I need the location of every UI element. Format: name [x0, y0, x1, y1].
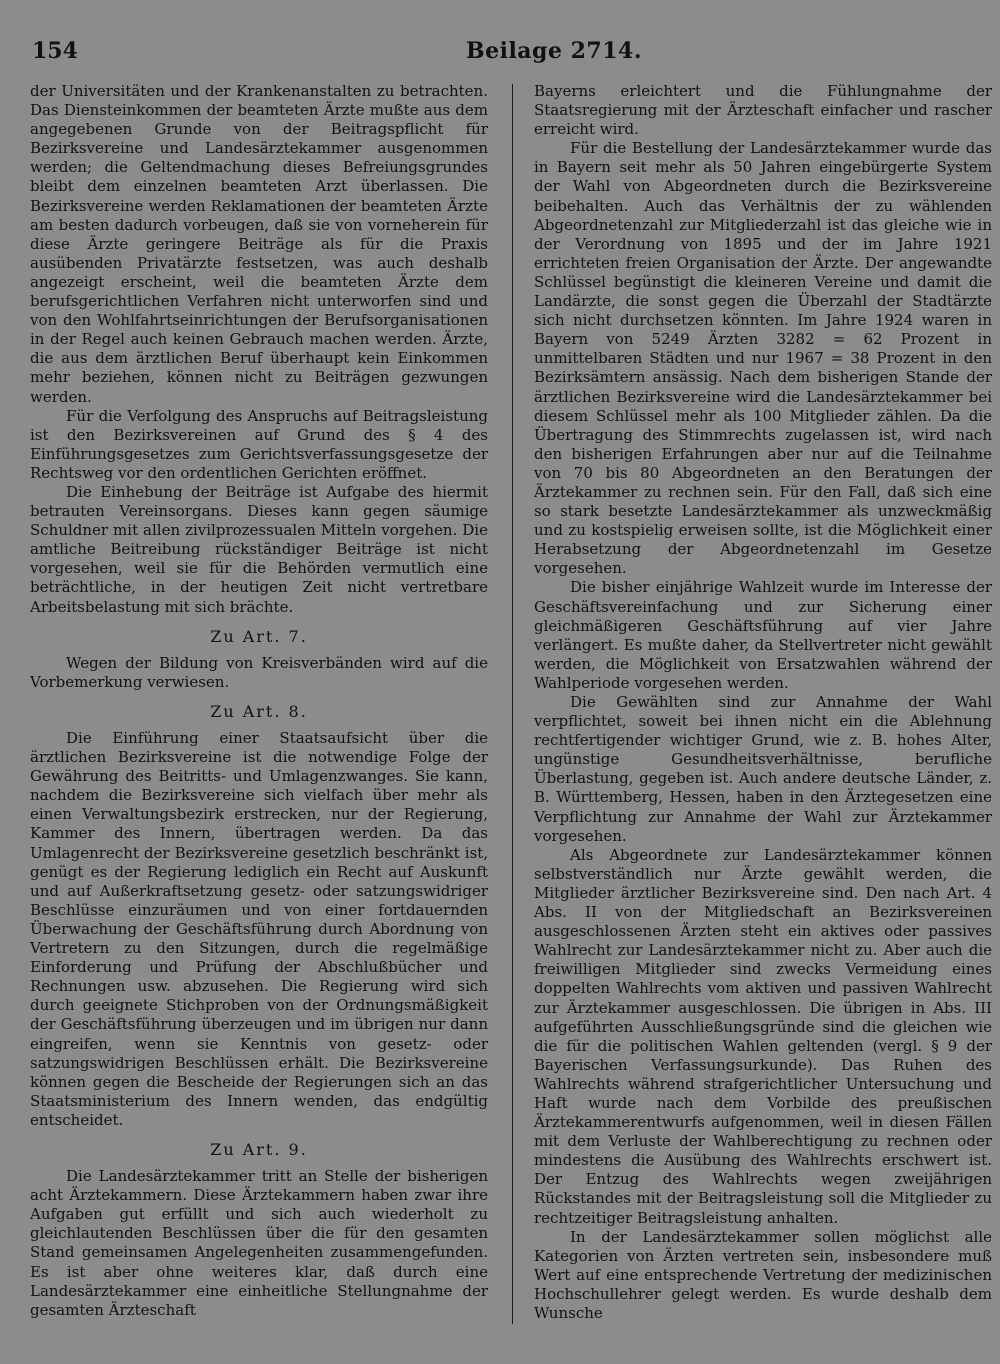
section-heading-art-7: Zu Art. 7. [210, 626, 308, 646]
page-header [30, 38, 988, 82]
left-column [30, 82, 488, 1320]
paragraph: Wegen der Bildung von Kreisverbänden wird auf die Vorbemerkung verwiesen. [30, 653, 488, 691]
running-head: Beilage 2714. [466, 38, 642, 64]
section-heading-art-8: Zu Art. 8. [210, 701, 308, 721]
paragraph: Für die Bestellung der Landesärztekammer wurde das in Bayern seit mehr als 50 Jahren eingebürgerte System der Wahl von Abgeordneten durch die Bezirksvereine beibehalten. Auch das Verhältnis der zu wählenden Abgeordnetenzahl zur Mitgliederzahl ist das gleiche wie in der Verordnung von 1895 und der im Jahre 1921 errichteten freien Organisation der Ärzte. Der angewandte Schlüssel begünstigt die kleineren Vereine und damit die Landärzte, die sonst gegen die Überzahl der Stadtärzte sich nicht durchsetzen könnten. Im Jahre 1924 waren in Bayern von 5249 Ärzten 3282 = 62 Prozent in unmittelbaren Städten und nur 1967 = 38 Prozent in den Bezirksämtern ansässig. Nach dem bisherigen Stande der ärztlichen Bezirksvereine wird die Landesärztekammer bei diesem Schlüssel mehr als 100 Mitglieder zählen. Da die Übertragung des Stimmrechts zugelassen ist, wird nach den bisherigen Erfahrungen aber nur auf die Teilnahme von 70 bis 80 Abgeordneten an den Beratungen der Ärztekammer zu rechnen sein. Für den Fall, daß sich eine so stark besetzte Landesärztekammer als unzweckmäßig und zu kostspielig erweisen sollte, ist die Möglichkeit einer Herabsetzung der Abgeordnetenzahl im Gesetze vorgesehen. [534, 139, 992, 578]
paragraph: Die Einführung einer Staatsaufsicht über die ärztlichen Bezirksvereine ist die notwendige Folge der Gewährung des Beitritts- und Umlagenzwanges. Sie kann, nachdem die Bezirksvereine sich vielfach über mehr als einen Verwaltungsbezirk erstrecken, nur der Regierung, Kammer des Innern, übertragen werden. Da das Umlagenrecht der Bezirksvereine gesetzlich beschränkt ist, genügt es der Regierung lediglich ein Recht auf Auskunft und auf Außerkraftsetzung gesetz- oder satzungswidriger Beschlüsse einzuräumen und von einer fortdauernden Überwachung der Geschäftsführung durch Abordnung von Vertretern zu den Sitzungen, durch die regelmäßige Einforderung und Prüfung der Abschlußbücher und Rechnungen usw. abzusehen. Die Regierung wird sich durch geeignete Stichproben von der Ordnungsmäßigkeit der Geschäftsführung überzeugen und im übrigen nur dann eingreifen, wenn sie Kenntnis von gesetz- oder satzungswidrigen Beschlüssen erhält. Die Bezirksvereine können gegen die Bescheide der Regierungen sich an das Staatsministerium des Innern wenden, das endgültig entscheidet. [30, 729, 488, 1129]
column-divider [512, 84, 513, 1324]
paragraph: Die Landesärztekammer tritt an Stelle der bisherigen acht Ärztekammern. Diese Ärztekammern haben zwar ihre Aufgaben gut erfüllt und sich auch wiederholt zu gleichlautenden Beschlüssen über die für den gesamten Stand gemeinsamen Angelegenheiten zusammengefunden. Es ist aber ohne weiteres klar, daß durch eine Landesärztekammer eine einheitliche Stellungnahme der gesamten Ärzteschaft [30, 1167, 488, 1319]
paragraph: In der Landesärztekammer sollen möglichst alle Kategorien von Ärzten vertreten sein, insbesondere muß Wert auf eine entsprechende Vertretung der medizinischen Hochschullehrer gelegt werden. Es wurde deshalb dem Wunsche [534, 1227, 992, 1322]
section-heading-art-9: Zu Art. 9. [210, 1139, 308, 1159]
paragraph: Als Abgeordnete zur Landesärztekammer können selbstverständlich nur Ärzte gewählt werden, die Mitglieder ärztlicher Bezirksvereine sind. Den nach Art. 4 Abs. II von der Mitgliedschaft an Bezirksvereinen ausgeschlossenen Ärzten steht ein aktives oder passives Wahlrecht zur Landesärztekammer nicht zu. Aber auch die freiwilligen Mitglieder sind zwecks Vermeidung eines doppelten Wahlrechts vom aktiven und passiven Wahlrecht zur Ärztekammer ausgeschlossen. Die übrigen in Abs. III aufgeführten Ausschließungsgründe sind die gleichen wie die für die politischen Wahlen geltenden (vergl. § 9 der Bayerischen Verfassungsurkunde). Das Ruhen des Wahlrechts während strafgerichtlicher Untersuchung und Haft wurde nach dem Vorbilde des preußischen Ärztekammerentwurfs aufgenommen, weil in diesen Fällen mit dem Verluste der Wahlberechtigung zu rechnen oder mindestens die Ausübung des Wahlrechts erschwert ist. Der Entzug des Wahlrechts wegen zweijährigen Rückstandes mit der Beitragsleistung soll die Mitglieder zu rechtzeitiger Beitragsleistung anhalten. [534, 845, 992, 1227]
paragraph: der Universitäten und der Krankenanstalten zu betrachten. Das Diensteinkommen der beamteten Ärzte mußte aus dem angegebenen Grunde von der Beitragspflicht für Bezirksvereine und Landesärztekammer ausgenommen werden; die Geltendmachung dieses Befreiungsgrundes bleibt dem einzelnen beamteten Arzt überlassen. Die Bezirksvereine werden Reklamationen der beamteten Ärzte am besten dadurch vorbeugen, daß sie von vorneherein für diese Ärzte geringere Beiträge als für die Praxis ausübenden Privatärzte festsetzen, was auch deshalb angezeigt erscheint, weil die beamteten Ärzte dem berufsgerichtlichen Verfahren nicht unterworfen sind und von den Wohlfahrtseinrichtungen der Berufsorganisationen in der Regel auch keinen Gebrauch machen werden. Ärzte, die aus dem ärztlichen Beruf überhaupt kein Einkommen mehr beziehen, können nicht zu Beiträgen gezwungen werden. [30, 82, 488, 406]
paragraph: Bayerns erleichtert und die Fühlungnahme der Staatsregierung mit der Ärzteschaft einfacher und rascher erreicht wird. [534, 82, 992, 139]
text-columns [30, 82, 992, 1364]
right-column [534, 82, 992, 1323]
paragraph: Die Gewählten sind zur Annahme der Wahl verpflichtet, soweit bei ihnen nicht ein die Ablehnung rechtfertigender wichtiger Grund, wie z. B. hohes Alter, ungünstige Gesundheitsverhältnisse, berufliche Überlastung, gegeben ist. Auch andere deutsche Länder, z. B. Württemberg, Hessen, haben in den Ärztegesetzen eine Verpflichtung zur Annahme der Wahl zur Ärztekammer vorgesehen. [534, 693, 992, 845]
paragraph: Die bisher einjährige Wahlzeit wurde im Interesse der Geschäftsvereinfachung und zur Sicherung einer gleichmäßigeren Geschäftsführung auf vier Jahre verlängert. Es mußte daher, da Stellvertreter nicht gewählt werden, die Möglichkeit von Ersatzwahlen während der Wahlperiode vorgesehen werden. [534, 578, 992, 692]
page-number: 154 [32, 38, 78, 64]
paragraph: Für die Verfolgung des Anspruchs auf Beitragsleistung ist den Bezirksvereinen auf Grund des § 4 des Einführungsgesetzes zum Gerichtsverfassungsgesetze der Rechtsweg vor den ordentlichen Gerichten eröffnet. [30, 406, 488, 482]
paragraph: Die Einhebung der Beiträge ist Aufgabe des hiermit betrauten Vereinsorgans. Dieses kann gegen säumige Schuldner mit allen zivilprozessualen Mitteln vorgehen. Die amtliche Beitreibung rückständiger Beiträge ist nicht vorgesehen, weil sie für die Behörden vermutlich eine beträchtliche, in der heutigen Zeit nicht vertretbare Arbeitsbelastung mit sich brächte. [30, 482, 488, 616]
